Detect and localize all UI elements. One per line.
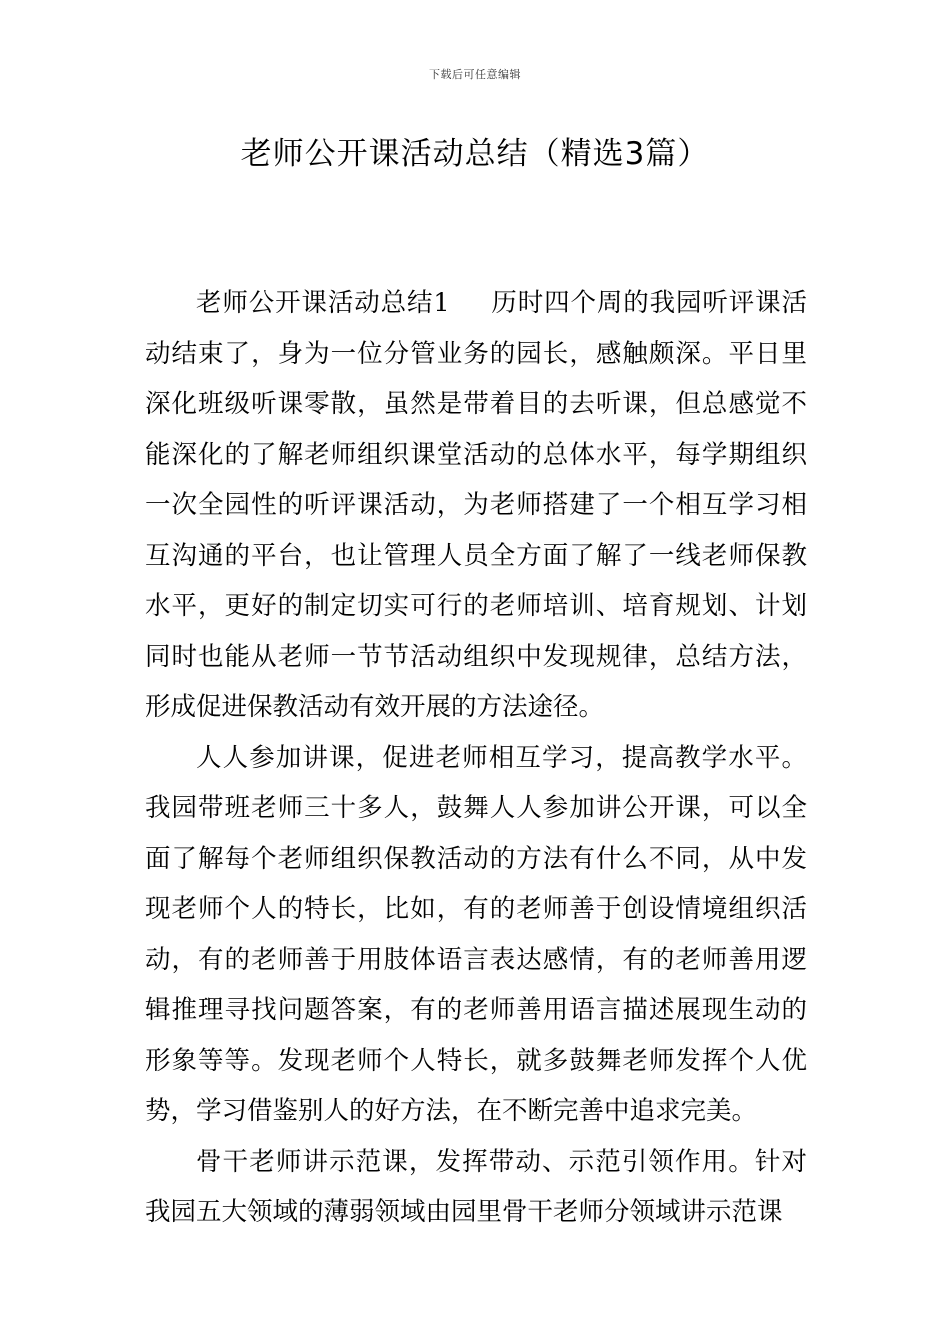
paragraph-2: 人人参加讲课，促进老师相互学习，提高教学水平。我园带班老师三十多人，鼓舞人人参加讲公开课，可以全面了解每个老师组织保教活动的方法有什么不同，从中发现老师个人的特长，比如，有的老师善于创设情境组织活动，有的老师善于用肢体语言表达感情，有的老师善用逻辑推理寻找问题答案，有的老师善用语言描述展现生动的形象等等。发现老师个人特长，就多鼓舞老师发挥个人优势，学习借鉴别人的好方法，在不断完善中追求完美。 [145,742,807,1126]
document-title: 老师公开课活动总结（精选3篇） [240,136,710,172]
paragraph-1-text: 历时四个周的我园听评课活动结束了，身为一位分管业务的园长，感触颇深。平日里深化班级听课零散，虽然是带着目的去听课，但总感觉不能深化的了解老师组织课堂活动的总体水平，每学期组织一次全园性的听评课活动，为老师搭建了一个相互学习相互沟通的平台，也让管理人员全方面了解了一线老师保教水平，更好的制定切实可行的老师培训、培育规划、计划同时也能从老师一节节活动组织中发现规律，总结方法，形成促进保教活动有效开展的方法途径。 [145,288,807,722]
paragraph-1 [145,278,807,733]
document-body [145,278,807,1238]
paragraph-3: 骨干老师讲示范课，发挥带动、示范引领作用。针对我园五大领域的薄弱领域由园里骨干老师分领域讲示范课 [145,1146,807,1227]
header-note: 下载后可任意编辑 [429,68,521,81]
section-heading: 老师公开课活动总结1 [196,288,450,318]
